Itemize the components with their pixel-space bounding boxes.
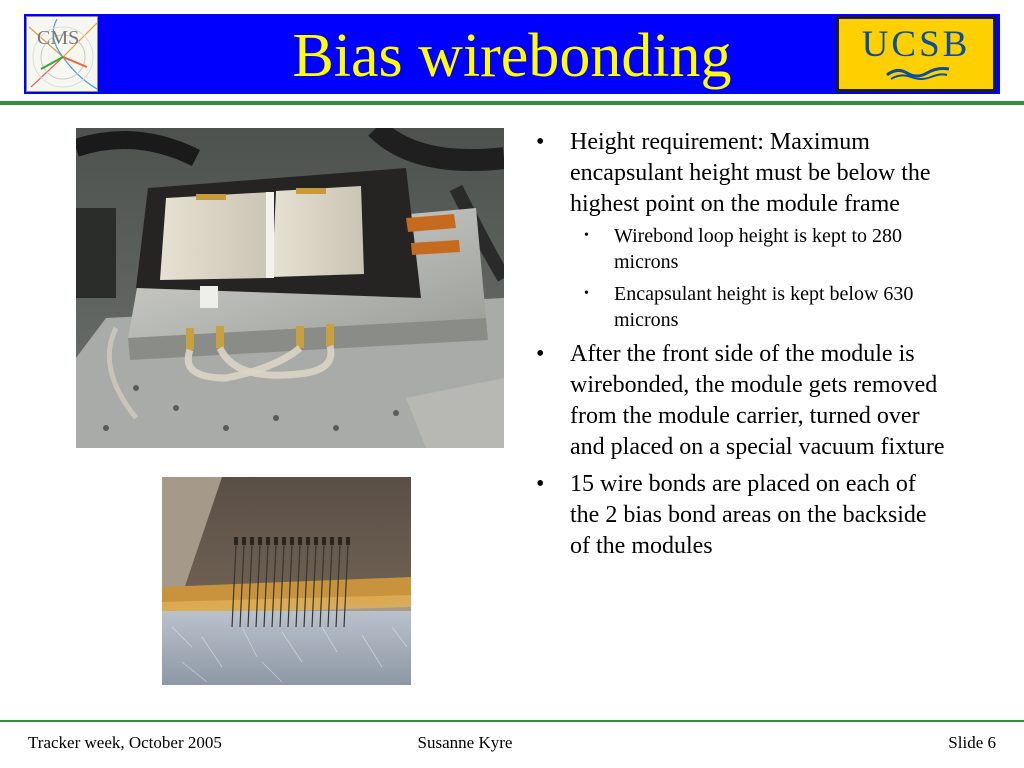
footer-author: Susanne Kyre (417, 733, 513, 752)
sub-bullet-item (570, 223, 946, 275)
bullet-marker: • (536, 129, 545, 155)
ucsb-wave-graphic (885, 65, 951, 81)
sub-bullet-text: Wirebond loop height is kept to 280 microns (614, 225, 903, 273)
slide-title: Bias wirebonding (292, 22, 732, 90)
bullet-marker: • (536, 471, 545, 497)
sub-bullet-marker: • (584, 286, 589, 301)
sub-bullet-marker: • (584, 228, 589, 243)
bullet-item (536, 127, 946, 333)
sub-bullet-item (570, 281, 946, 333)
bullet-item (536, 469, 946, 562)
bullet-text: 15 wire bonds are placed on each of the 2 bias bond areas on the backside of the modules (570, 471, 927, 559)
bullet-text: Height requirement: Maximum encapsulant height must be below the highest point on the module frame (570, 129, 931, 217)
footer-slide-number: Slide 6 (948, 733, 996, 752)
bullet-list (536, 127, 946, 568)
bullet-item (536, 339, 946, 463)
bullet-marker: • (536, 341, 545, 367)
header-divider (0, 101, 1024, 105)
footer-event: Tracker week, October 2005 (28, 733, 222, 752)
module-fixture-photo (76, 128, 504, 448)
ucsb-logo (836, 16, 996, 92)
wire-bonds-closeup-photo (162, 477, 411, 685)
sub-bullet-text: Encapsulant height is kept below 630 microns (614, 283, 914, 331)
sub-bullet-list (570, 223, 946, 333)
bullet-text: After the front side of the module is wirebonded, the module gets removed from the module carrier, turned over and placed on a special vacuum fixture (570, 341, 945, 460)
ucsb-logo-text: UCSB (861, 24, 971, 65)
cms-logo-text: CMS (37, 27, 80, 49)
footer-divider (0, 720, 1024, 722)
